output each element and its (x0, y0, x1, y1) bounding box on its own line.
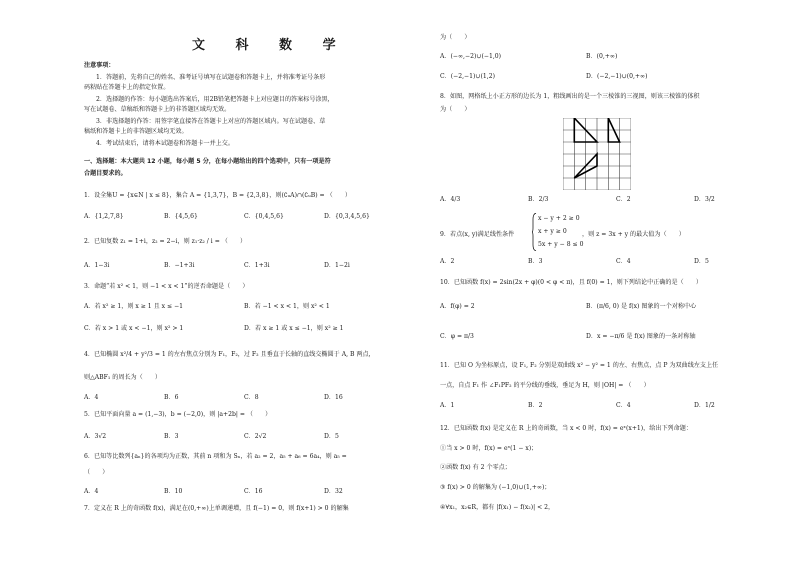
option-c[interactable]: C．8 (244, 394, 259, 401)
option-b[interactable]: B．3 (528, 258, 543, 265)
option-c[interactable]: C．2 (616, 196, 631, 203)
option-a[interactable]: A．4 (84, 488, 99, 495)
note-line: 1．答题前，先将自己的姓名、准考证号填写在试题卷和答题卡上，并将准考证号条形 (96, 74, 326, 81)
option-b[interactable]: B．若 −1 < x < 1，则 x² < 1 (244, 303, 330, 310)
option-a[interactable]: A．f(φ) = 2 (440, 303, 475, 310)
option-b[interactable]: B．2/3 (528, 196, 549, 203)
question-9-prefix: 9．若点(x, y)满足线性条件 (440, 231, 515, 238)
statement-3: ③ f(x) > 0 的解集为 (−1,0)∪(1,+∞)； (440, 484, 551, 491)
option-a[interactable]: A．{1,2,7,8} (84, 213, 124, 220)
note-line: 3．非选择题的作答：用签字笔直接答在答题卡上对应的答题区域内。写在试题卷、草 (96, 118, 326, 125)
option-d[interactable]: D．{0,3,4,5,6} (324, 213, 370, 220)
option-a[interactable]: A．1 (440, 402, 455, 409)
option-b[interactable]: B．6 (164, 394, 179, 401)
option-a[interactable]: A．2 (440, 258, 455, 265)
option-a[interactable]: A．1−3i (84, 262, 110, 269)
option-d[interactable]: D．1−2i (324, 262, 350, 269)
option-d[interactable]: D．16 (324, 394, 343, 401)
option-c[interactable]: C．若 x > 1 或 x < −1，则 x² > 1 (84, 325, 184, 332)
constraint-3: 5x + y − 8 ≤ 0 (538, 241, 584, 248)
option-c[interactable]: C．(−2,−1)∪(1,2) (440, 73, 495, 80)
option-c[interactable]: C．4 (616, 402, 631, 409)
option-a[interactable]: A．(−∞,−2)∪(−1,0) (440, 53, 502, 60)
question-6-stem-cont: （ ） (84, 469, 109, 476)
option-d[interactable]: D．32 (324, 488, 343, 495)
question-11-stem: 11．已知 O 为坐标原点，设 F₁, F₂ 分别是双曲线 x² − y² = 1 的左、右焦点，点 P 为双曲线左支上任 (440, 362, 719, 369)
question-4-stem-cont: 则△ABF₁ 的周长为（ ） (84, 374, 162, 381)
option-b[interactable]: B．3 (164, 433, 179, 440)
question-12-stem: 12．已知函数 f(x) 是定义在 R 上的奇函数，当 x < 0 时，f(x) = eˣ(x+1)，给出下列命题： (440, 425, 692, 432)
question-5-stem: 5．已知平面向量 a = (1,−3)，b = (−2,0)，则 |a+2b| = （ ） (84, 411, 272, 418)
question-3-stem: 3．命题“若 x² < 1，则 −1 < x < 1”的逆否命题是（ ） (84, 283, 249, 290)
statement-2: ②函数 f(x) 有 2 个零点； (440, 464, 511, 471)
note-line: 写在试题卷、草稿纸和答题卡上的非答题区域均无效。 (84, 106, 231, 113)
statement-4: ④∀x₁，x₂∈R，都有 |f(x₁) − f(x₂)| < 2， (440, 504, 555, 511)
option-d[interactable]: D．3/2 (694, 196, 715, 203)
question-11-stem-cont: 一点，自点 F₁ 作 ∠F₁PF₂ 的平分线的垂线，垂足为 H，则 |OH| = （ ） (440, 382, 650, 389)
option-b[interactable]: B．2 (528, 402, 543, 409)
question-4-stem: 4．已知椭圆 x²/4 + y²/3 = 1 的左右焦点分别为 F₁，F₂，过 F₂ 且垂直于长轴的直线交椭圆于 A, B 两点， (84, 351, 375, 358)
option-b[interactable]: B．(π/6, 0) 是 f(x) 图象的一个对称中心 (586, 303, 697, 310)
option-b[interactable]: B．−1+3i (164, 262, 195, 269)
option-d[interactable]: D．若 x ≥ 1 或 x ≤ −1，则 x² ≥ 1 (244, 325, 344, 332)
option-d[interactable]: D．1/2 (694, 402, 715, 409)
option-a[interactable]: A．4 (84, 394, 99, 401)
option-c[interactable]: C．4 (616, 258, 631, 265)
option-c[interactable]: C．16 (244, 488, 263, 495)
option-b[interactable]: B．{4,5,6} (164, 213, 198, 220)
question-8-stem-cont: 为（ ） (440, 106, 471, 113)
page-title: 文 科 数 学 (192, 38, 349, 53)
note-line: 4．考试结束后，请将本试题卷和答题卡一并上交。 (96, 140, 234, 147)
question-9-suffix: ，则 z = 3x + y 的最大值为（ ） (582, 231, 685, 238)
three-view-figure (563, 118, 631, 190)
question-10-stem: 10．已知函数 f(x) = 2sin(2x + φ)(0 < φ < π)，且 f(0) = 1，则下列结论中正确的是（ ） (440, 279, 702, 286)
note-line: 码粘贴在答题卡上的指定位置。 (84, 84, 170, 91)
option-d[interactable]: D．(−2,−1)∪(0,+∞) (586, 73, 648, 80)
notes-heading: 注意事项： (84, 62, 115, 69)
option-a[interactable]: A．3√2 (84, 433, 107, 440)
question-1-stem: 1．设全集U = {x∈N | x ≤ 8}，集合 A = {1,3,7}，B = {2,3,8}，则(∁ᵤA)∩(∁ᵤB) = （ ） (84, 192, 351, 199)
option-b[interactable]: B．(0,+∞) (586, 53, 618, 60)
note-line: 2．选择题的作答：每小题选出答案后，用2B铅笔把答题卡上对应题目的答案标号涂黑， (96, 96, 334, 103)
option-d[interactable]: D．5 (694, 258, 709, 265)
constraint-1: x − y + 2 ≥ 0 (538, 215, 580, 222)
question-7-stem: 7．定义在 R 上的奇函数 f(x)，满足在(0,+∞)上单调递增，且 f(−1) = 0，则 f(x+1) > 0 的解集 (84, 505, 349, 512)
option-a[interactable]: A．若 x² ≥ 1，则 x ≥ 1 且 x ≤ −1 (84, 303, 184, 310)
question-6-stem: 6．已知等比数列{aₙ}的各项均为正数，其前 n 项和为 Sₙ，若 a₂ = 2，a₅ + a₆ = 6a₄，则 a₅ = (84, 453, 347, 460)
constraint-2: x + y ≥ 0 (538, 228, 567, 235)
option-b[interactable]: B．10 (164, 488, 183, 495)
question-2-stem: 2．已知复数 z₁ = 1+i，z₂ = 2−i，则 z₁·z₂ / i = （ ） (84, 238, 247, 245)
option-c[interactable]: C．φ = π/3 (440, 333, 474, 340)
option-c[interactable]: C．2√2 (244, 433, 267, 440)
question-8-stem: 8．如图，网格纸上小正方形的边长为 1，粗线画出的是一个三棱锥的三视图，则该三棱锥的体积 (440, 93, 700, 100)
note-line: 稿纸和答题卡上的非答题区域均无效。 (84, 128, 188, 135)
option-c[interactable]: C．{0,4,5,6} (244, 213, 284, 220)
statement-1: ①当 x > 0 时，f(x) = eˣ(1 − x)； (440, 445, 538, 452)
option-a[interactable]: A．4/3 (440, 196, 461, 203)
option-d[interactable]: D．5 (324, 433, 339, 440)
section-heading-cont: 合题目要求的。 (84, 170, 127, 177)
option-c[interactable]: C．1+3i (244, 262, 270, 269)
question-7-stem-cont: 为（ ） (440, 34, 471, 41)
section-heading: 一、选择题：本大题共 12 小题，每小题 5 分，在每小题给出的四个选项中，只有一项是符 (84, 158, 331, 165)
brace-icon (532, 213, 537, 251)
option-d[interactable]: D．x = −π/6 是 f(x) 图象的一条对称轴 (586, 333, 696, 340)
